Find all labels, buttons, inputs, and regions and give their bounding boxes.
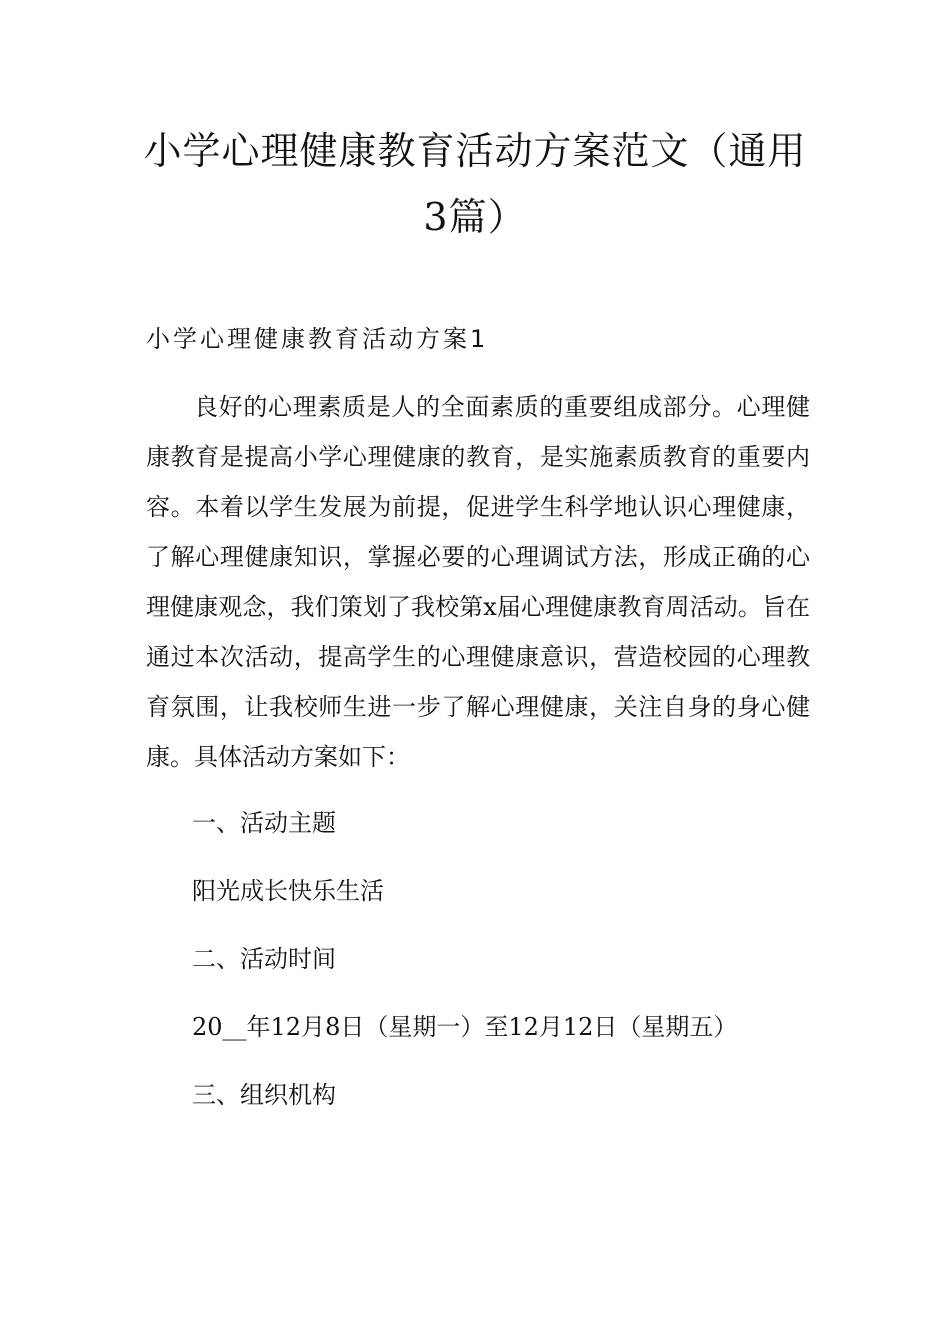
heading-activity-theme: 一、活动主题 [192,809,336,837]
document-title: 小学心理健康教育活动方案范文（通用3篇） [143,129,807,239]
section-heading: 小学心理健康教育活动方案1 [146,325,489,353]
heading-activity-time: 二、活动时间 [192,945,336,973]
activity-time-text: 20__年12月8日（星期一）至12月12日（星期五） [192,1013,738,1041]
activity-theme-text: 阳光成长快乐生活 [192,877,384,905]
heading-organization: 三、组织机构 [192,1081,336,1109]
intro-paragraph: 良好的心理素质是人的全面素质的重要组成部分。心理健康教育是提高小学心理健康的教育，是实施素质教育的重要内容。本着以学生发展为前提，促进学生科学地认识心理健康，了解心理健康知识，掌握必要的心理调试方法，形成正确的心理健康观念，我们策划了我校第x届心理健康教育周活动。旨在通过本次活动，提高学生的心理健康意识，营造校园的心理教育氛围，让我校师生进一步了解心理健康，关注自身的身心健康。具体活动方案如下： [146,393,810,771]
